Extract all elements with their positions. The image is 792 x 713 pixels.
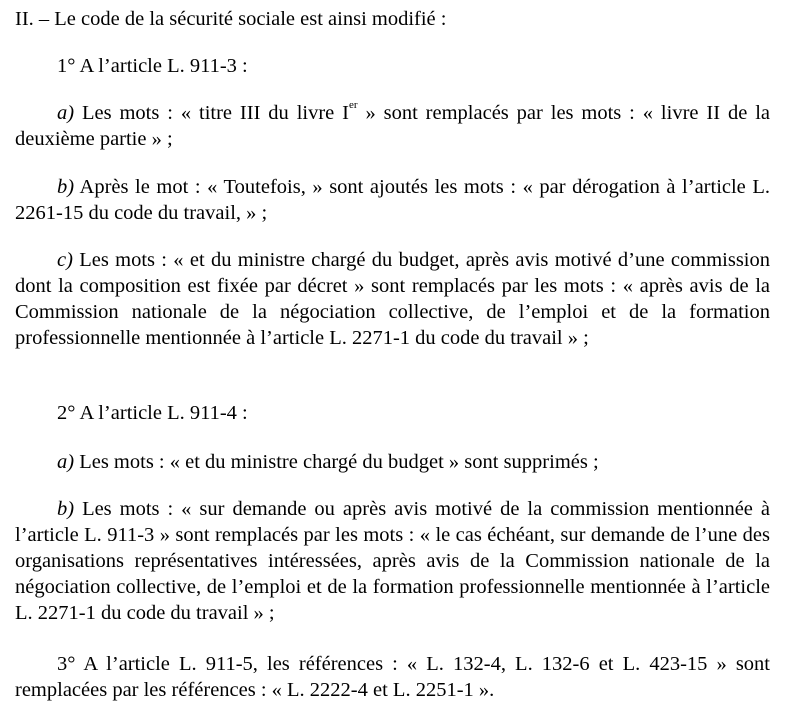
item-1-heading: 1° A l’article L. 911-3 : (57, 55, 248, 77)
item-2a-label: a) (57, 451, 75, 473)
item-1a-text-end: » sont remplacés par les mots : « livre II de la deuxième partie » ; (15, 102, 770, 150)
section-heading: II. – Le code de la sécurité sociale est ainsi modifié : (15, 8, 447, 30)
item-2a-paragraph (15, 449, 770, 475)
item-1a-label: a) (57, 102, 75, 124)
item-1b-text: Après le mot : « Toutefois, » sont ajoutés les mots : « par dérogation à l’article L. 2261-15 du code du travail, » ; (15, 176, 770, 224)
item-1a-superscript: er (349, 99, 358, 112)
item-3-paragraph: 3° A l’article L. 911-5, les références : « L. 132-4, L. 132-6 et L. 423-15 » sont remplacées par les références : « L. 2222-4 et L. 2251-1 ». (15, 653, 770, 701)
item-1b-label: b) (57, 176, 75, 198)
item-2b-text: Les mots : « sur demande ou après avis motivé de la commission mentionnée à l’article L. 911-3 » sont remplacés par les mots : « le cas échéant, sur demande de l’une des organisations représentatives intéressées, après avis de la Commission nationale de la négociation collective, de l’emploi et de la formation professionnelle mentionnée à l’article L. 2271-1 du code du travail » ; (15, 498, 770, 624)
item-1c-label: c) (57, 249, 73, 271)
item-1c-paragraph (15, 247, 770, 351)
item-1a-paragraph (15, 100, 770, 152)
item-2b-label: b) (57, 498, 75, 520)
item-1b-paragraph (15, 174, 770, 226)
item-1c-text: Les mots : « et du ministre chargé du budget, après avis motivé d’une commission dont la composition est fixée par décret » sont remplacés par les mots : « après avis de la Commission nationale de la négociation collective, de l’emploi et de la formation professionnelle mentionnée à l’article L. 2271-1 du code du travail » ; (15, 249, 770, 349)
item-2-heading: 2° A l’article L. 911-4 : (57, 402, 248, 424)
item-1a-text-start: Les mots : « titre III du livre I (74, 102, 349, 124)
item-2a-text: Les mots : « et du ministre chargé du budget » sont supprimés ; (74, 451, 599, 473)
item-2b-paragraph (15, 496, 770, 626)
